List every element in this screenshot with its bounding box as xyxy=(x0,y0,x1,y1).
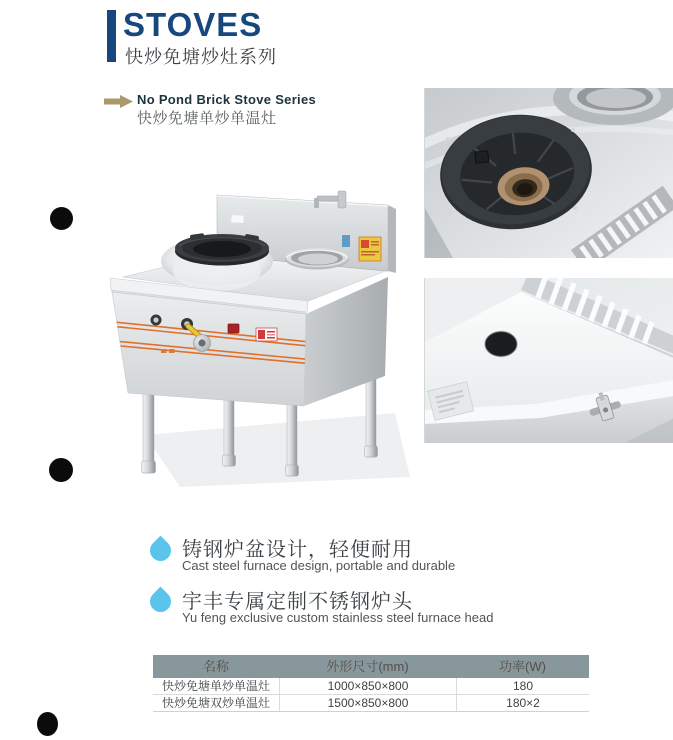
feature-desc-en: Yu feng exclusive custom stainless steel furnace head xyxy=(182,610,494,625)
main-product-image xyxy=(95,185,410,490)
series-subtitle-cn: 快炒免塘单炒单温灶 xyxy=(137,110,277,127)
header-cell-power: 功率(W) xyxy=(499,659,546,674)
drop-icon xyxy=(149,590,175,613)
cell-power: 180 xyxy=(456,678,589,694)
detail-image-burner xyxy=(424,88,673,258)
header-cell-size: 外形尺寸(mm) xyxy=(326,659,409,674)
cell-size: 1000×850×800 xyxy=(279,678,456,694)
feature-desc-en: Cast steel furnace design, portable and durable xyxy=(182,558,456,573)
table-row xyxy=(153,695,589,712)
cell-size: 1500×850×800 xyxy=(279,695,456,711)
table-row xyxy=(153,678,589,695)
cell-power: 180×2 xyxy=(456,695,589,711)
right-arrow-icon xyxy=(104,95,133,108)
feature-title-cn: 宇丰专属定制不锈钢炉头 xyxy=(182,591,413,613)
brand-bar xyxy=(107,10,116,62)
spec-table-header xyxy=(153,655,589,678)
bullet-dot xyxy=(37,712,58,736)
page-title: STOVES xyxy=(123,6,263,43)
series-title-en: No Pond Brick Stove Series xyxy=(137,92,317,107)
cell-name: 快炒免塘单炒单温灶 xyxy=(161,679,270,693)
header-cell-name: 名称 xyxy=(202,659,229,674)
cell-name: 快炒免塘双炒单温灶 xyxy=(161,696,270,710)
spec-table xyxy=(153,655,589,712)
feature-title-cn: 铸钢炉盆设计，轻便耐用 xyxy=(182,539,413,561)
drop-icon xyxy=(149,539,175,562)
bullet-dot xyxy=(50,207,73,230)
page-subtitle-cn: 快炒免塘炒灶系列 xyxy=(125,47,277,67)
detail-image-panel xyxy=(424,278,673,443)
bullet-dot xyxy=(49,458,73,482)
